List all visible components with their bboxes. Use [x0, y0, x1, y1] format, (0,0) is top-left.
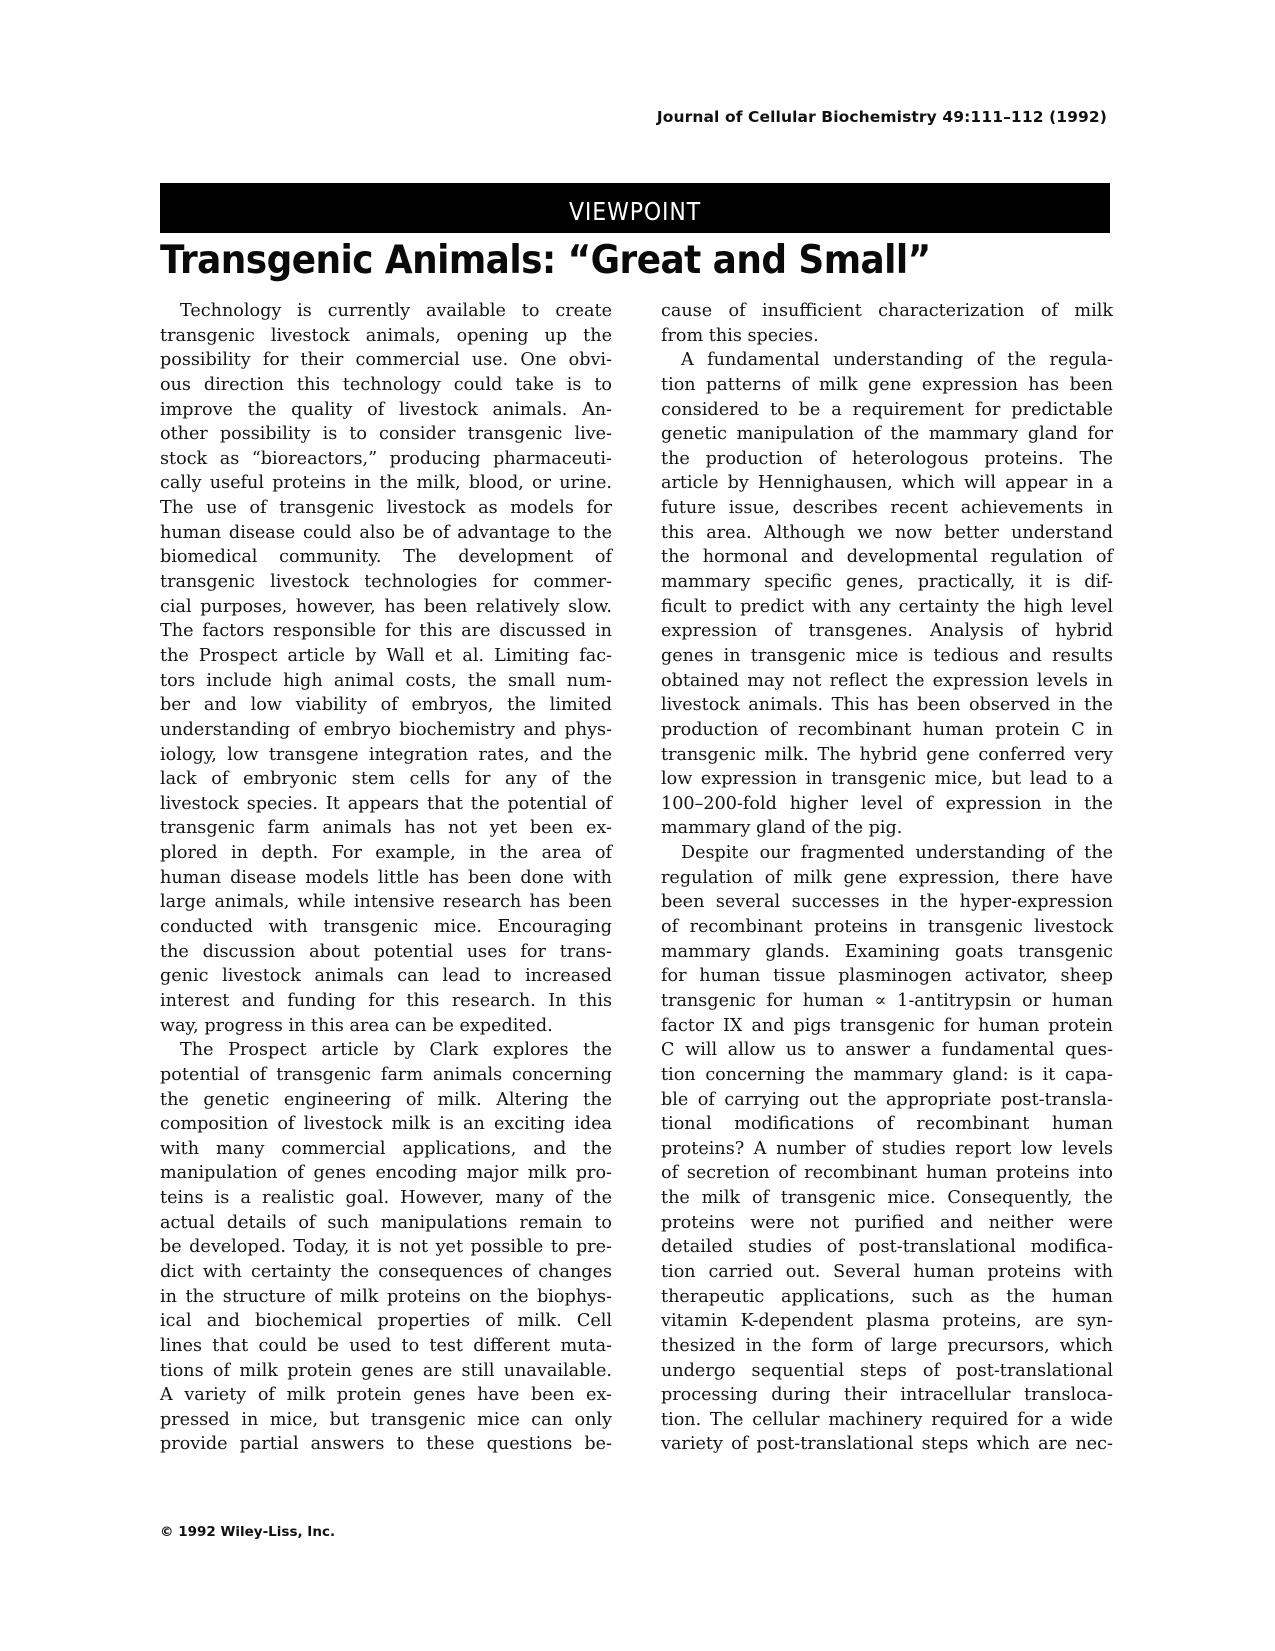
text-line: ous direction this technology could take is to	[160, 374, 612, 395]
text-line: tion concerning the mammary gland: is it capa-	[661, 1064, 1113, 1085]
text-line: the milk of transgenic mice. Consequently, the	[661, 1188, 1113, 1209]
text-line: tion patterns of milk gene expression has been	[661, 374, 1113, 395]
text-line: conducted with transgenic mice. Encouraging	[160, 917, 612, 938]
text-line: Despite our fragmented understanding of the	[681, 843, 1113, 864]
left-column	[160, 299, 612, 1457]
text-line: proteins were not purified and neither were	[661, 1212, 1113, 1233]
text-line: composition of livestock milk is an exciting idea	[160, 1114, 612, 1135]
text-line: the Prospect article by Wall et al. Limiting fac-	[160, 645, 612, 666]
article-title: Transgenic Animals: “Great and Small”	[160, 238, 931, 283]
text-line: been several successes in the hyper-expression	[661, 892, 1113, 913]
text-line: the genetic engineering of milk. Altering the	[160, 1089, 612, 1110]
text-line: pressed in mice, but transgenic mice can only	[160, 1409, 612, 1430]
journal-citation: Journal of Cellular Biochemistry 49:111–112 (1992)	[656, 108, 1107, 126]
text-line: provide partial answers to these questions be-	[160, 1434, 612, 1455]
text-line: cial purposes, however, has been relatively slow.	[160, 596, 612, 617]
text-line: ber and low viability of embryos, the limited	[160, 695, 612, 716]
text-line: proteins? A number of studies report low levels	[661, 1138, 1113, 1159]
section-banner	[160, 183, 1110, 233]
text-line: actual details of such manipulations remain to	[160, 1212, 612, 1233]
text-line: be developed. Today, it is not yet possible to pre-	[160, 1237, 612, 1258]
text-line: stock as “bioreactors,” producing pharmaceuti-	[160, 448, 612, 469]
text-line: the hormonal and developmental regulation of	[661, 547, 1113, 568]
text-line: other possibility is to consider transgenic live-	[160, 424, 612, 445]
text-line: transgenic milk. The hybrid gene conferred very	[661, 744, 1113, 765]
text-line: interest and funding for this research. In this	[160, 990, 612, 1011]
text-line: teins is a realistic goal. However, many of the	[160, 1188, 612, 1209]
text-line: of secretion of recombinant human proteins into	[661, 1163, 1113, 1184]
text-line: transgenic livestock technologies for commer-	[160, 572, 612, 593]
text-line: processing during their intracellular transloca-	[661, 1385, 1113, 1406]
text-line: mammary gland of the pig.	[661, 818, 903, 839]
text-line: in the structure of milk proteins on the biophys-	[160, 1286, 612, 1307]
text-line: low expression in transgenic mice, but lead to a	[661, 769, 1113, 790]
text-line: human disease could also be of advantage to the	[160, 522, 612, 543]
text-line: of recombinant proteins in transgenic livestock	[661, 917, 1113, 938]
text-line: future issue, describes recent achievements in	[661, 498, 1113, 519]
text-line: considered to be a requirement for predictable	[661, 399, 1113, 420]
text-line: mammary glands. Examining goats transgenic	[661, 941, 1113, 962]
text-line: understanding of embryo biochemistry and phys-	[160, 719, 612, 740]
text-line: tional modifications of recombinant human	[661, 1114, 1113, 1135]
text-line: 100–200-fold higher level of expression in the	[661, 793, 1113, 814]
text-line: expression of transgenes. Analysis of hybrid	[661, 621, 1113, 642]
text-line: plored in depth. For example, in the area of	[160, 843, 612, 864]
text-line: regulation of milk gene expression, there have	[661, 867, 1113, 888]
text-line: transgenic farm animals has not yet been ex-	[160, 818, 612, 839]
text-line: livestock animals. This has been observed in the	[661, 695, 1113, 716]
text-line: C will allow us to answer a fundamental ques-	[661, 1040, 1113, 1061]
text-line: genes in transgenic mice is tedious and results	[661, 645, 1113, 666]
text-line: obtained may not reflect the expression levels in	[661, 670, 1113, 691]
text-line: article by Hennighausen, which will appear in a	[661, 473, 1113, 494]
text-line: cause of insufficient characterization of milk	[661, 301, 1113, 321]
text-line: transgenic for human ∝ 1-antitrypsin or human	[661, 990, 1113, 1011]
text-line: transgenic livestock animals, opening up the	[160, 325, 612, 346]
text-line: tors include high animal costs, the small num-	[160, 670, 612, 691]
text-line: livestock species. It appears that the potential of	[160, 793, 612, 814]
text-line: possibility for their commercial use. One obvi-	[160, 350, 612, 371]
text-line: ble of carrying out the appropriate post-transla-	[661, 1089, 1113, 1110]
text-line: lines that could be used to test different muta-	[160, 1335, 612, 1356]
text-line: The use of transgenic livestock as models for	[160, 498, 612, 519]
text-line: variety of post-translational steps which are nec-	[661, 1434, 1113, 1455]
text-line: potential of transgenic farm animals concerning	[160, 1064, 612, 1085]
text-line: ical and biochemical properties of milk. Cell	[160, 1311, 612, 1332]
text-line: iology, low transgene integration rates, and the	[160, 744, 612, 765]
section-banner-label: VIEWPOINT	[568, 196, 702, 226]
text-line: this area. Although we now better understand	[661, 522, 1113, 543]
text-line: manipulation of genes encoding major milk pro-	[160, 1163, 612, 1184]
text-line: genetic manipulation of the mammary gland for	[661, 424, 1113, 445]
right-column	[661, 299, 1113, 1457]
text-line: the production of heterologous proteins. The	[661, 448, 1113, 469]
text-line: lack of embryonic stem cells for any of the	[160, 769, 612, 790]
text-line: undergo sequential steps of post-translational	[661, 1360, 1113, 1381]
text-line: from this species.	[661, 325, 819, 346]
text-line: for human tissue plasminogen activator, sheep	[661, 966, 1113, 987]
text-line: thesized in the form of large precursors, which	[661, 1335, 1113, 1356]
text-line: mammary specific genes, practically, it is dif-	[661, 572, 1113, 593]
text-line: genic livestock animals can lead to increased	[160, 966, 612, 987]
text-line: production of recombinant human protein C in	[661, 719, 1113, 740]
text-line: large animals, while intensive research has been	[160, 892, 612, 913]
text-line: A variety of milk protein genes have been ex-	[160, 1385, 612, 1406]
text-line: with many commercial applications, and the	[160, 1138, 612, 1159]
text-line: way, progress in this area can be expedited.	[160, 1015, 553, 1036]
text-line: ficult to predict with any certainty the high level	[661, 596, 1113, 617]
text-line: therapeutic applications, such as the human	[661, 1286, 1113, 1307]
text-line: vitamin K-dependent plasma proteins, are syn-	[661, 1311, 1113, 1332]
text-line: A fundamental understanding of the regula-	[681, 350, 1113, 371]
text-line: factor IX and pigs transgenic for human protein	[661, 1015, 1113, 1036]
text-line: The factors responsible for this are discussed in	[160, 621, 612, 642]
text-line: Technology is currently available to create	[180, 301, 612, 321]
text-line: tions of milk protein genes are still unavailable.	[160, 1360, 612, 1381]
text-line: the discussion about potential uses for trans-	[160, 941, 612, 962]
text-line: The Prospect article by Clark explores the	[180, 1040, 612, 1061]
text-line: improve the quality of livestock animals. An-	[160, 399, 612, 420]
text-line: detailed studies of post-translational modifica-	[661, 1237, 1113, 1258]
text-line: cally useful proteins in the milk, blood, or urine.	[160, 473, 612, 494]
copyright-notice: © 1992 Wiley-Liss, Inc.	[160, 1524, 336, 1540]
text-line: dict with certainty the consequences of changes	[160, 1261, 612, 1282]
text-line: human disease models little has been done with	[160, 867, 612, 888]
text-line: tion. The cellular machinery required for a wide	[661, 1409, 1113, 1430]
text-line: tion carried out. Several human proteins with	[661, 1261, 1113, 1282]
text-line: biomedical community. The development of	[160, 547, 612, 568]
